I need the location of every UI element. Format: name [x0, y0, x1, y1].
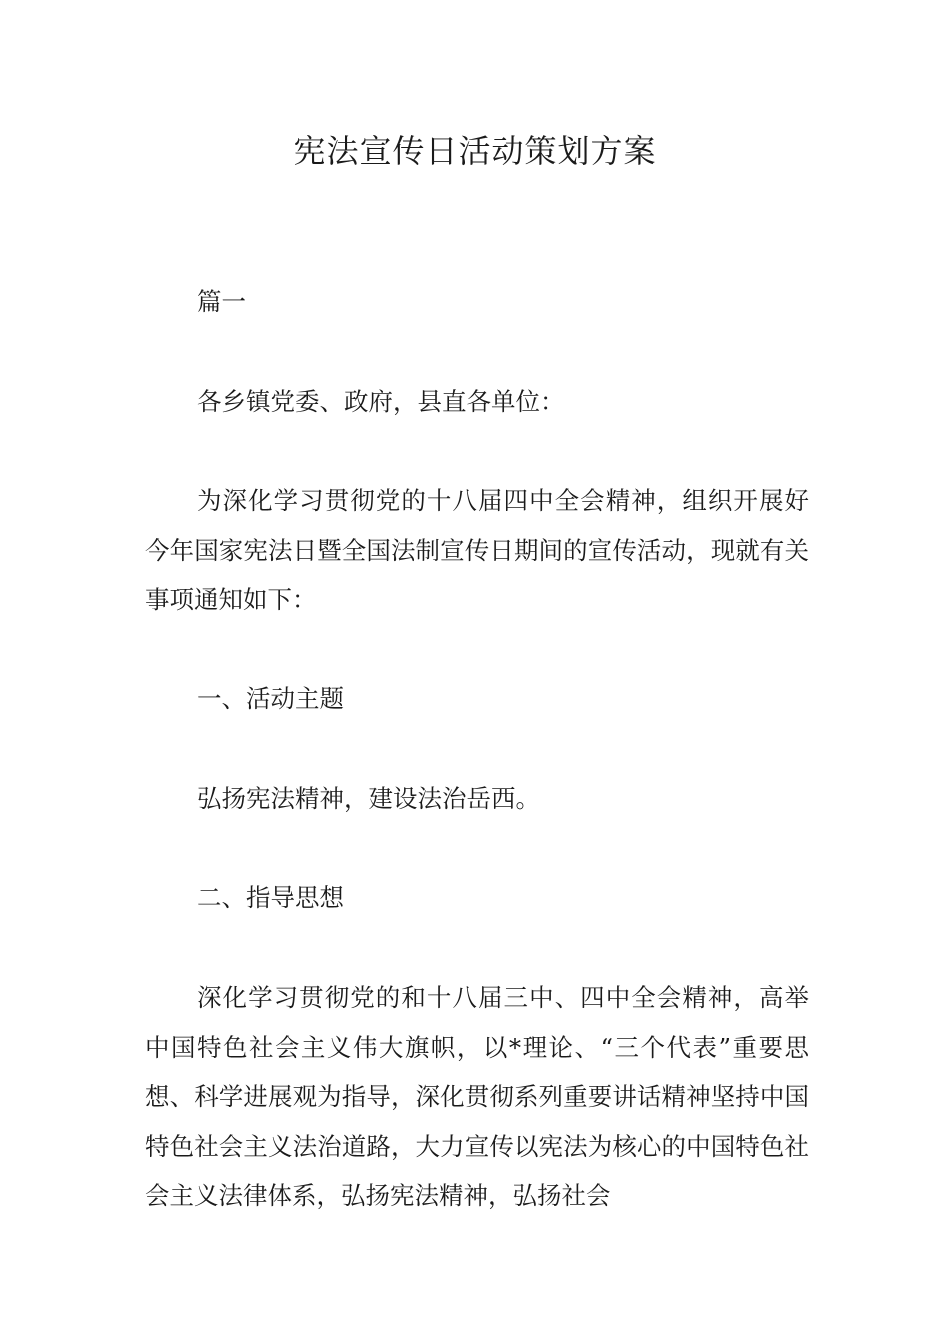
guiding-ideology-paragraph: 深化学习贯彻党的和十八届三中、四中全会精神，高举中国特色社会主义伟大旗帜，以*理论、“三个代表”重要思想、科学进展观为指导，深化贯彻系列重要讲话精神坚持中国特色社会主义法治道路，大力宣传以宪法为核心的中国特色社会主义法律体系，弘扬宪法精神，弘扬社会: [145, 983, 809, 1210]
intro-paragraph: 为深化学习贯彻党的十八届四中全会精神，组织开展好今年国家宪法日暨全国法制宣传日期间的宣传活动，现就有关事项通知如下：: [145, 486, 809, 614]
heading-activity-theme: 一、活动主题: [197, 684, 344, 713]
greeting-paragraph: 各乡镇党委、政府，县直各单位：: [197, 387, 565, 416]
document-title: 宪法宣传日活动策划方案: [293, 132, 657, 170]
section-label: 篇一: [197, 287, 246, 316]
theme-paragraph: 弘扬宪法精神，建设法治岳西。: [197, 784, 540, 813]
heading-guiding-ideology: 二、指导思想: [197, 883, 344, 912]
